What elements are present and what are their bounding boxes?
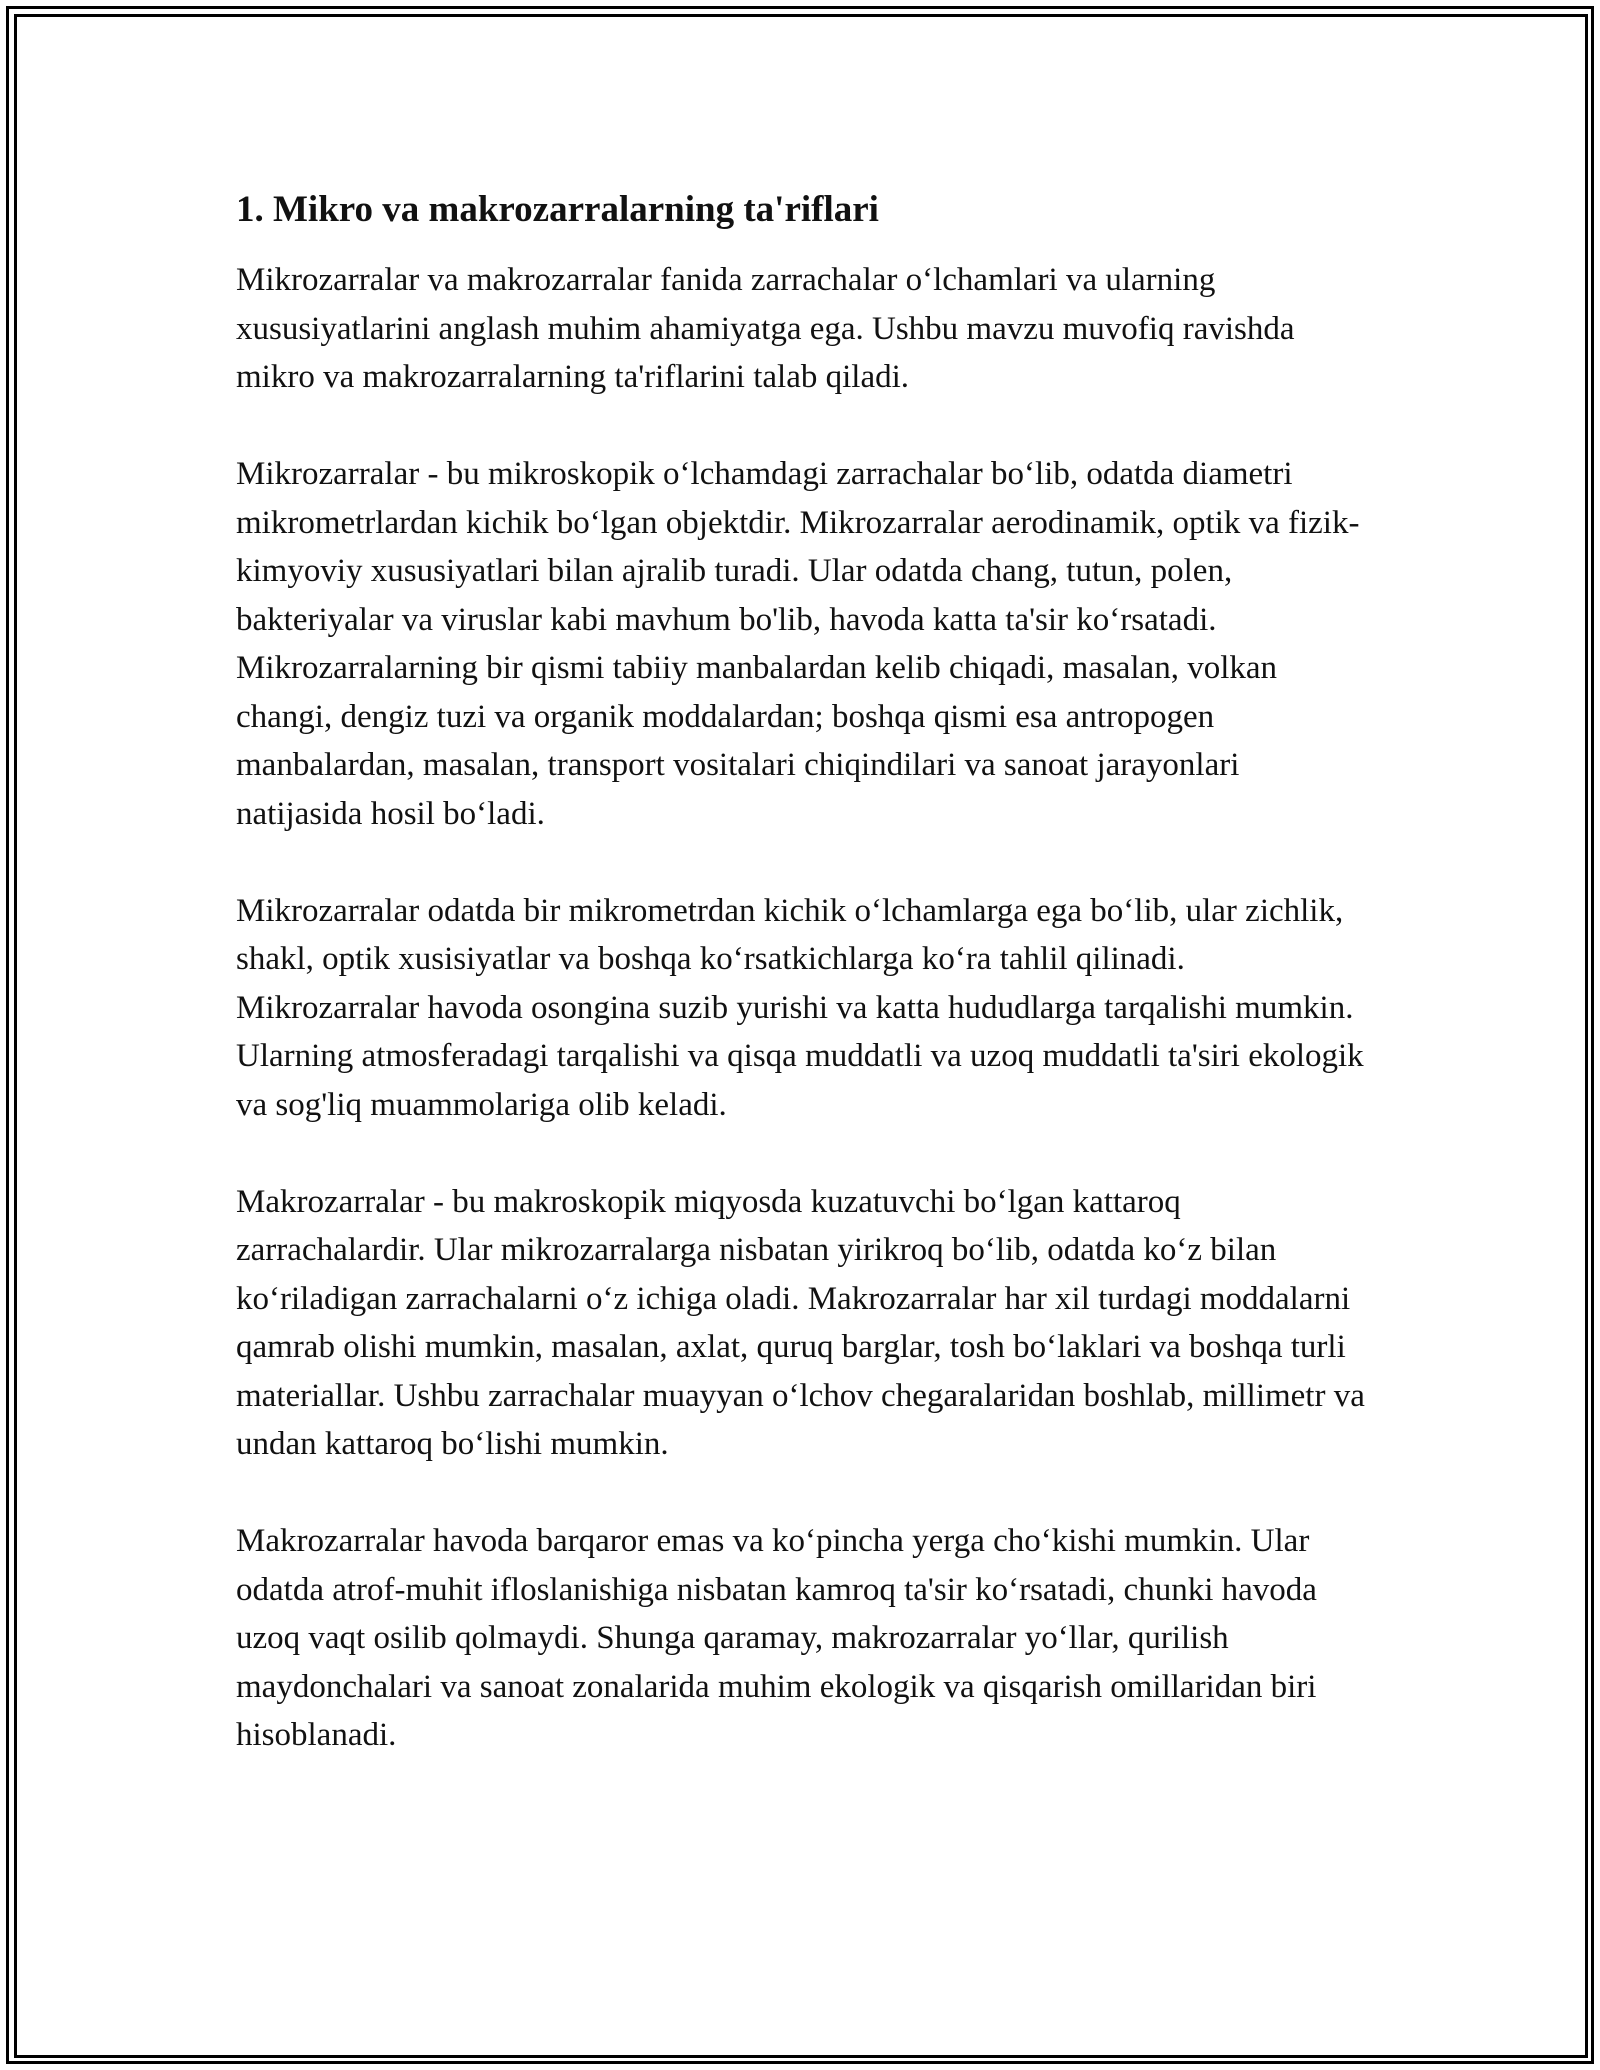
paragraph-intro: Mikrozarralar va makrozarralar fanida zarrachalar o‘lchamlari va ularning xususiyatlarini anglash muhim ahamiyatga ega. Ushbu mavzu muvofiq ravishda mikro va makrozarralarning ta'riflarini talab qiladi. xyxy=(236,262,1295,395)
paragraph-macroparticles-definition: Makrozarralar - bu makroskopik miqyosda kuzatuvchi bo‘lgan kattaroq zarrachalardir. Ular mikrozarralarga nisbatan yirikroq bo‘lib, odatda ko‘z bilan ko‘riladigan zarrachalarni o‘z ichiga oladi. Makrozarralar har xil turdagi moddalarni qamrab olishi mumkin, masalan, axlat, quruq barglar, tosh bo‘laklari va boshqa turli materiallar. Ushbu zarrachalar muayyan o‘lchov chegaralaridan boshlab, millimetr va undan kattaroq bo‘lishi mumkin. xyxy=(236,1183,1365,1462)
document-body xyxy=(236,186,1366,1808)
paragraph-microparticles-properties: Mikrozarralar odatda bir mikrometrdan kichik o‘lchamlarga ega bo‘lib, ular zichlik, shakl, optik xusisiyatlar va boshqa ko‘rsatkichlarga ko‘ra tahlil qilinadi. Mikrozarralar havoda osongina suzib yurishi va katta hududlarga tarqalishi mumkin. Ularning atmosferadagi tarqalishi va qisqa muddatli va uzoq muddatli ta'siri ekologik va sog'liq muammolariga olib keladi. xyxy=(236,892,1364,1123)
paragraph-macroparticles-properties: Makrozarralar havoda barqaror emas va ko‘pincha yerga cho‘kishi mumkin. Ular odatda atrof-muhit ifloslanishiga nisbatan kamroq ta'sir ko‘rsatadi, chunki havoda uzoq vaqt osilib qolmaydi. Shunga qaramay, makrozarralar yo‘llar, qurilish maydonchalari va sanoat zonalarida muhim ekologik va qisqarish omillaridan biri hisoblanadi. xyxy=(236,1523,1317,1753)
paragraph-microparticles-definition: Mikrozarralar - bu mikroskopik o‘lchamdagi zarrachalar bo‘lib, odatda diametri mikrometrlardan kichik bo‘lgan objektdir. Mikrozarralar aerodinamik, optik va fizik-kimyoviy xususiyatlari bilan ajralib turadi. Ular odatda chang, tutun, polen, bakteriyalar va viruslar kabi mavhum bo'lib, havoda katta ta'sir ko‘rsatadi. Mikrozarralarning bir qismi tabiiy manbalardan kelib chiqadi, masalan, volkan changi, dengiz tuzi va organik moddalardan; boshqa qismi esa antropogen manbalardan, masalan, transport vositalari chiqindilari va sanoat jarayonlari natijasida hosil bo‘ladi. xyxy=(236,456,1360,832)
section-title: 1. Mikro va makrozarralarning ta'riflari xyxy=(236,189,879,230)
